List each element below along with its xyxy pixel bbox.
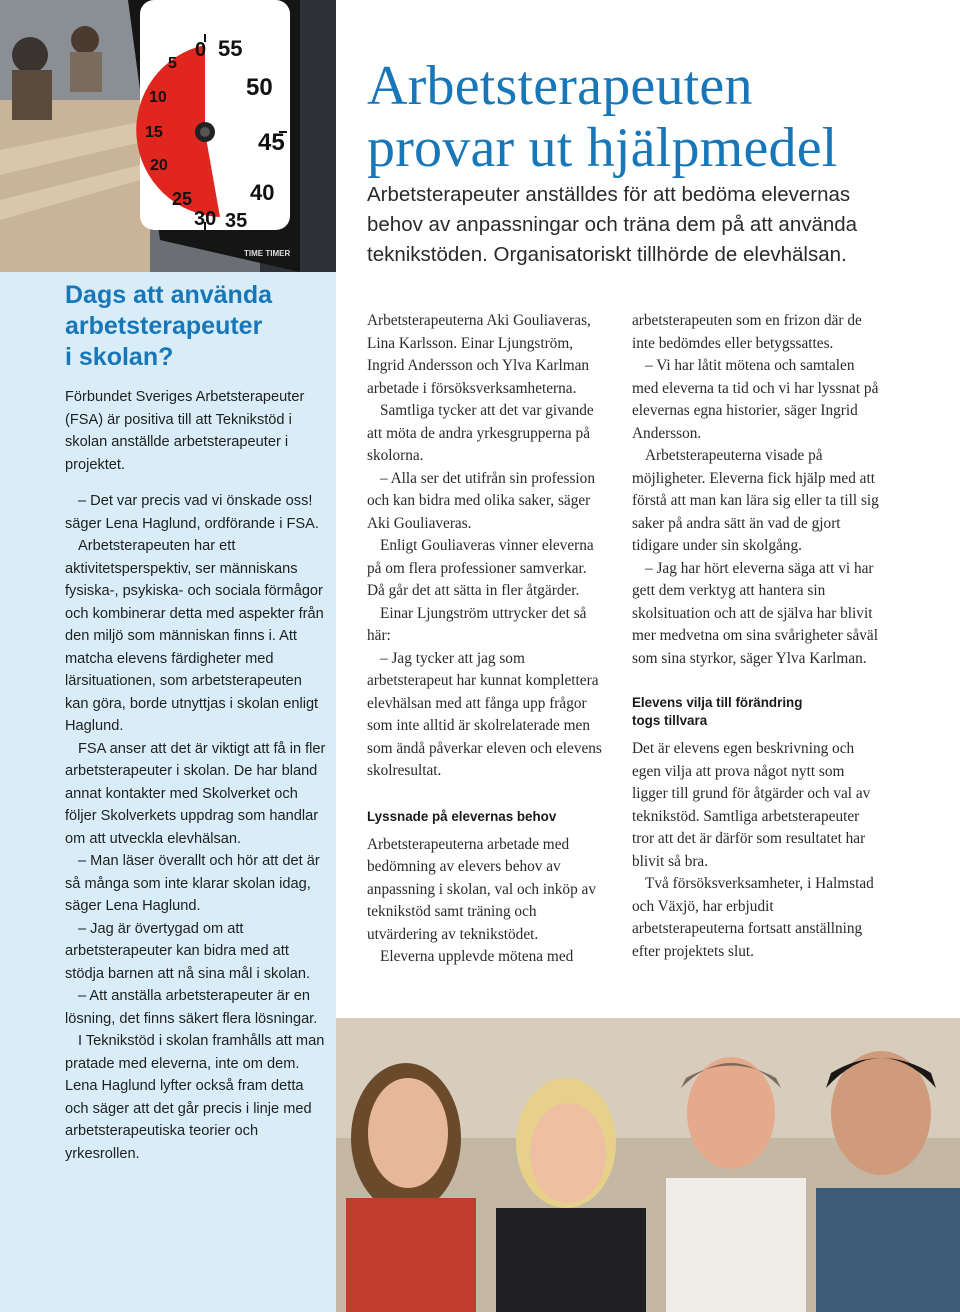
article-lead: Arbetsterapeuter anställdes för att bedöma elevernas behov av anpassningar och träna dem på att använda teknikstöden. Organisatoriskt tillhörde de elevhälsan.: [367, 183, 858, 266]
article-column-1: [367, 310, 607, 969]
sidebar-heading: [65, 280, 327, 373]
timer-number-55: 55: [218, 36, 243, 61]
column-paragraph: Arbetsterapeuterna Aki Gouliaveras, Lina Karlsson. Einar Ljungström, Ingrid Andersson och Ylva Karlman arbetade i försöksverksamheterna.: [367, 312, 591, 397]
column-paragraph: – Jag tycker att jag som arbetsterapeut har kunnat komplettera elevhälsan med att fånga upp frågor som inte alltid är skolrelaterade men som ändå påverkar eleven och elevens skolresultat.: [367, 649, 602, 779]
sidebar-heading-line: i skolan?: [65, 343, 174, 371]
column-paragraph: – Vi har låtit mötena och samtalen med eleverna ta tid och vi har lyssnat på elevernas egna historier, säger Ingrid Andersson.: [632, 357, 879, 442]
sidebar-heading-line: Dags att använda: [65, 281, 273, 309]
sidebar-article: [65, 280, 327, 1165]
group-photo-illustration: [336, 1018, 960, 1312]
sidebar-paragraph: Förbundet Sveriges Arbetsterapeuter (FSA) är positiva till att Teknikstöd i skolan anställde arbetsterapeuter i projektet.: [65, 389, 305, 473]
timer-number-0: 0: [195, 39, 207, 61]
article-title-line: provar ut hjälpmedel: [367, 117, 838, 179]
column-subheading: [632, 694, 882, 730]
column-paragraph: Arbetsterapeuterna visade på möjligheter. Eleverna fick hjälp med att förstå att man kan lära sig eller ta till sig saker på andra sätt än vad de gjort tidigare under sin skolgång.: [632, 447, 879, 554]
timer-illustration: [0, 0, 336, 272]
sidebar-heading-line: arbetsterapeuter: [65, 312, 263, 340]
timer-number-25: 25: [172, 189, 193, 209]
column-paragraph: Eleverna upplevde mötena med: [380, 948, 574, 965]
column-paragraph: Två försöksverksamheter, i Halmstad och Växjö, har erbjudit arbetsterapeuterna fortsatt anställning efter projektets slut.: [632, 875, 874, 960]
column-paragraph: Arbetsterapeuterna arbetade med bedömning av elevers behov av anpassning i skolan, val och inköp av teknikstöd samt träning och utvärdering av teknikstödet.: [367, 835, 596, 943]
column-subheading: Lyssnade på elevernas behov: [367, 808, 557, 824]
sidebar-paragraph: I Teknikstöd i skolan framhålls att man pratade med eleverna, inte om dem. Lena Haglund lyfter också fram detta och säger att det går precis i linje med arbetsterapeutiska teorier och yrkesrollen.: [65, 1033, 325, 1162]
column-paragraph: – Jag har hört eleverna säga att vi har gett dem verktyg att hantera sin skolsituation och att de själva har blivit mer medvetna om sina svårigheter såväl som sina styrkor, säger Ylva Karlman.: [632, 559, 878, 667]
column-paragraph: – Alla ser det utifrån sin profession och kan bidra med olika saker, säger Aki Gouliaveras.: [367, 469, 595, 532]
sidebar-paragraph: – Jag är övertygad om att arbetsterapeuter kan bidra med att stödja barnen att nå sina mål i skolan.: [65, 920, 310, 982]
sidebar-panel: [0, 0, 336, 1312]
sidebar-paragraph: – Det var precis vad vi önskade oss! säger Lena Haglund, ordförande i FSA.: [65, 493, 319, 532]
timer-number-40: 40: [250, 180, 275, 205]
timer-number-30: 30: [194, 208, 217, 230]
timer-number-20: 20: [150, 157, 168, 174]
article-title-line: Arbetsterapeuten: [367, 55, 753, 117]
timer-number-15: 15: [145, 124, 163, 141]
column-subheading-line: togs tillvara: [632, 713, 708, 728]
timer-number-50: 50: [246, 74, 273, 101]
timer-number-10: 10: [149, 89, 167, 106]
column-paragraph: arbetsterapeuten som en frizon där de inte bedömdes eller betygssattes.: [632, 312, 862, 352]
column-subheading-line: Elevens vilja till förändring: [632, 695, 803, 710]
timer-number-45: 45: [258, 129, 285, 156]
timer-number-35: 35: [225, 210, 248, 232]
sidebar-paragraph: – Att anställa arbetsterapeuter är en lösning, det finns säkert flera lösningar.: [65, 988, 318, 1027]
article-column-2: [632, 310, 882, 963]
column-paragraph: Einar Ljungström uttrycker det så här:: [367, 604, 587, 644]
timer-photo: [0, 0, 336, 272]
group-photo: [336, 1018, 960, 1312]
sidebar-paragraph: Arbetsterapeuten har ett aktivitetsperspektiv, ser människans fysiska-, psykiska- och sociala förmågor och kombinerar detta med aspekter från den miljö som människan finns i. Att matcha elevens färdigheter med lärsituationen, som arbetsterapeuten kan göra, borde utnyttjas i skolan enligt Haglund.: [65, 538, 324, 734]
column-paragraph: Det är elevens egen beskrivning och egen vilja att prova något nytt som ligger till grund för åtgärder och val av teknikstöd. Samtliga arbetsterapeuter tror att det är därför som resultatet har blivit så bra.: [632, 740, 871, 870]
timer-brand: TIME TIMER: [244, 249, 291, 258]
column-paragraph: Enligt Gouliaveras vinner eleverna på om flera professioner samverkar. Då går det att sätta in fler åtgärder.: [367, 537, 594, 599]
sidebar-paragraph: – Man läser överallt och hör att det är så många som inte klarar skolan idag, säger Lena Haglund.: [65, 853, 320, 914]
sidebar-paragraph: FSA anser att det är viktigt att få in fler arbetsterapeuter i skolan. De har bland annat kontakter med Skolverket och följer Skolverkets uppdrag som handlar om att utveckla elevhälsan.: [65, 740, 326, 847]
timer-number-5: 5: [168, 55, 177, 72]
article-title: [367, 55, 957, 179]
column-paragraph: Samtliga tycker att det var givande att möta de andra yrkesgrupperna på skolorna.: [367, 402, 594, 464]
